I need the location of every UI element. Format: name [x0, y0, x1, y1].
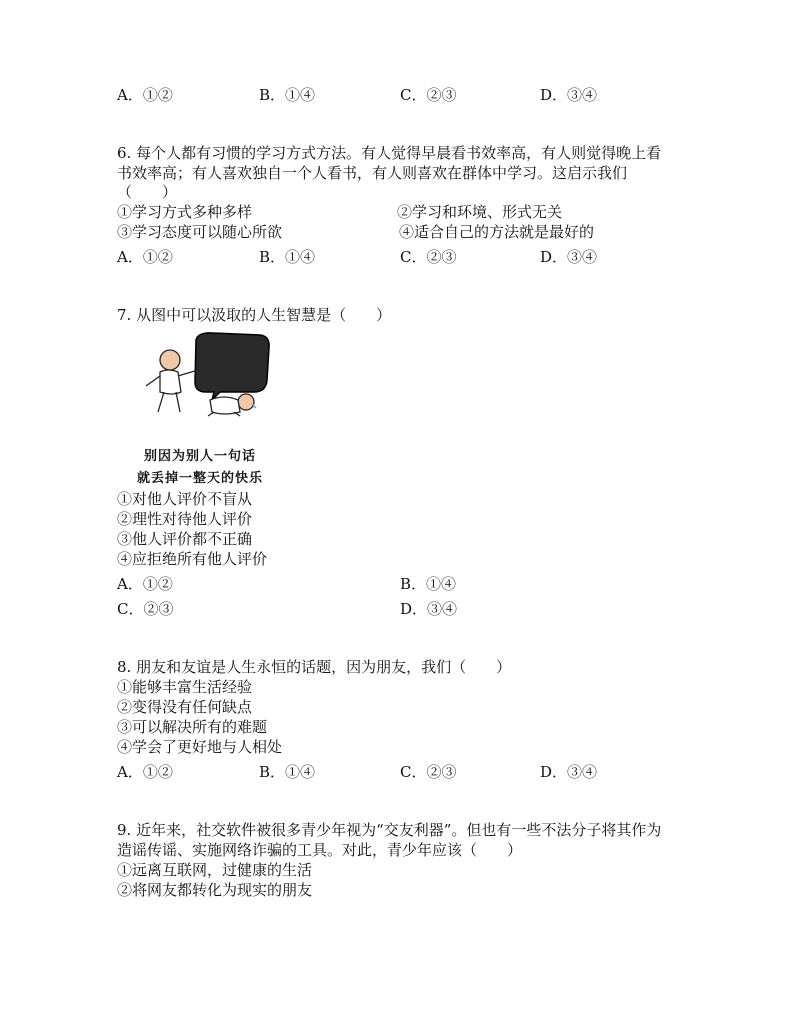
- q6-item-2: ②学习和环境、形式无关: [397, 203, 563, 221]
- q6-option-d[interactable]: D．③④: [540, 248, 598, 266]
- q6-item-3: ③学习态度可以随心所欲: [117, 223, 283, 241]
- q8-option-a[interactable]: A．①②: [117, 763, 173, 781]
- q8-item-4: ④学会了更好地与人相处: [117, 738, 283, 756]
- q5-option-c[interactable]: C．②③: [400, 86, 457, 104]
- q6-option-a[interactable]: A．①②: [117, 248, 173, 266]
- q7-option-c[interactable]: C．②③: [117, 600, 174, 618]
- q6-answer-blank: （ ）: [117, 183, 178, 201]
- q8-item-1: ①能够丰富生活经验: [117, 678, 253, 696]
- q7-stem: 7. 从图中可以汲取的人生智慧是（ ）: [117, 306, 392, 324]
- q7-option-a[interactable]: A．①②: [117, 575, 173, 593]
- q5-option-a[interactable]: A．①②: [117, 86, 173, 104]
- q9-item-1: ①远离互联网，过健康的生活: [117, 861, 313, 879]
- q7-item-3: ③他人评价都不正确: [117, 530, 253, 548]
- q7-item-1: ①对他人评价不盲从: [117, 490, 253, 508]
- q8-option-d[interactable]: D．③④: [540, 763, 598, 781]
- q6-option-b[interactable]: B．①④: [259, 248, 316, 266]
- q7-option-b[interactable]: B．①④: [400, 575, 457, 593]
- q8-item-2: ②变得没有任何缺点: [117, 698, 253, 716]
- q6-item-1: ①学习方式多种多样: [117, 203, 253, 221]
- q5-option-b[interactable]: B．①④: [259, 86, 316, 104]
- q7-option-d[interactable]: D．③④: [400, 600, 458, 618]
- q7-item-2: ②理性对待他人评价: [117, 510, 253, 528]
- q9-stem-line-2: 造谣传谣、实施网络诈骗的工具。对此，青少年应该（ ）: [117, 841, 523, 859]
- q8-stem: 8. 朋友和友谊是人生永恒的话题，因为朋友，我们（ ）: [117, 658, 512, 676]
- q6-option-c[interactable]: C．②③: [400, 248, 457, 266]
- q5-option-d[interactable]: D．③④: [540, 86, 598, 104]
- q6-stem-line-2: 书效率高；有人喜欢独自一个人看书，有人则喜欢在群体中学习。这启示我们: [117, 164, 628, 182]
- q7-image-caption-line-1: 别因为别人一句话: [144, 449, 257, 464]
- q9-item-2: ②将网友都转化为现实的朋友: [117, 881, 313, 899]
- q6-stem-line-1: 6. 每个人都有习惯的学习方式方法。有人觉得早晨看书效率高，有人则觉得晚上看: [117, 144, 662, 162]
- q8-option-c[interactable]: C．②③: [400, 763, 457, 781]
- q8-item-3: ③可以解决所有的难题: [117, 718, 268, 736]
- q8-option-b[interactable]: B．①④: [259, 763, 316, 781]
- q7-item-4: ④应拒绝所有他人评价: [117, 550, 268, 568]
- q9-stem-line-1: 9. 近年来，社交软件被很多青少年视为“交友利器”。但也有一些不法分子将其作为: [117, 821, 662, 839]
- q6-item-4: ④适合自己的方法就是最好的: [399, 223, 595, 241]
- q7-image-caption-line-2: 就丢掉一整天的快乐: [137, 471, 264, 486]
